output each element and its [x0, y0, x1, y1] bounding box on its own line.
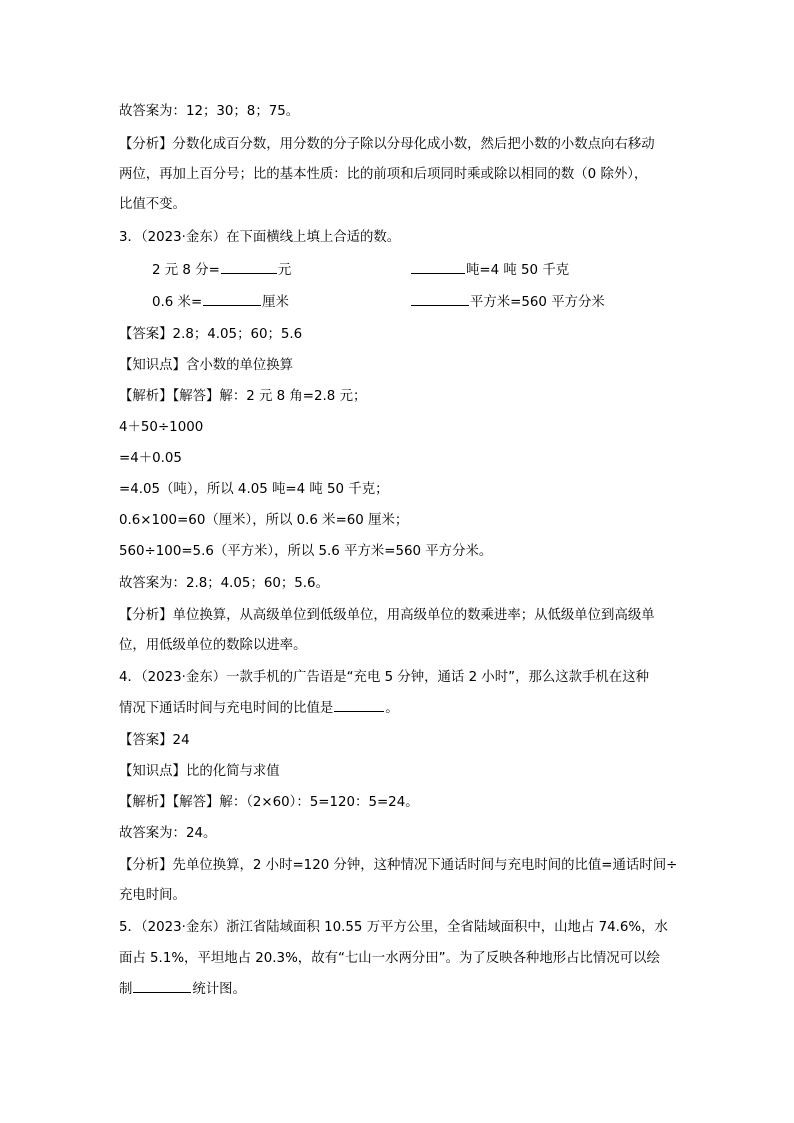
q3-item-a: [152, 262, 291, 280]
q3-answer: 【答案】2.8；4.05；60；5.6: [119, 327, 303, 342]
q3-solution-3: =4＋0.05: [119, 451, 182, 466]
analysis-line-2: 两位，再加上百分号；比的基本性质：比的前项和后项同时乘或除以相同的数（0 除外），: [119, 167, 648, 182]
answer-blank: [411, 272, 465, 274]
answer-blank: [411, 304, 469, 306]
q3a-suffix: 元: [277, 263, 292, 278]
q3-analysis-1: 【分析】单位换算，从高级单位到低级单位，用高级单位的数乘进率；从低级单位到高级单: [119, 608, 655, 623]
q5-prefix: 制: [119, 982, 133, 997]
answer-blank: [203, 304, 261, 306]
q3-item-b: [410, 262, 569, 280]
q3-solution-6: 560÷100=5.6（平方米），所以 5.6 平方米=560 平方分米。: [119, 544, 493, 559]
q3-solution-4: =4.05（吨），所以 4.05 吨=4 吨 50 千克；: [119, 482, 389, 497]
q4-end: 。: [385, 701, 399, 716]
q3-analysis-2: 位，用低级单位的数除以进率。: [119, 638, 307, 653]
q4-knowledge-point: 【知识点】比的化简与求值: [119, 764, 280, 779]
answer-line: 故答案为：12；30；8；75。: [119, 104, 300, 119]
q4-answer: 【答案】24: [119, 733, 190, 748]
q3-knowledge-point: 【知识点】含小数的单位换算: [119, 358, 294, 373]
q3-item-d: [410, 294, 605, 312]
answer-blank: [334, 710, 384, 712]
question-5-line-3: [119, 981, 246, 999]
q3c-prefix: 0.6 米=: [152, 295, 203, 310]
q3-item-c: [152, 294, 289, 312]
analysis-line-3: 比值不变。: [119, 197, 186, 212]
q3a-prefix: 2 元 8 分=: [152, 263, 220, 278]
q3-solution-2: 4＋50÷1000: [119, 420, 204, 435]
q5-suffix: 统计图。: [192, 982, 246, 997]
question-4-line-2: [119, 700, 399, 718]
question-5-line-1: 5．（2023·金东）浙江省陆域面积 10.55 万平方公里，全省陆域面积中，山地占 74.6%，水: [119, 920, 668, 935]
question-3-title: 3．（2023·金东）在下面横线上填上合适的数。: [119, 230, 401, 245]
analysis-line-1: 【分析】分数化成百分数，用分数的分子除以分母化成小数，然后把小数的小数点向右移动: [119, 137, 655, 152]
q3b-suffix: 吨=4 吨 50 千克: [466, 263, 570, 278]
q4-solution: 【解析】【解答】解：（2×60）：5=120：5=24。: [119, 795, 419, 810]
q4-analysis-2: 充电时间。: [119, 888, 186, 903]
q3c-suffix: 厘米: [262, 295, 289, 310]
q3d-suffix: 平方米=560 平方分米: [470, 295, 605, 310]
answer-blank: [221, 272, 277, 274]
q4-analysis-1: 【分析】先单位换算，2 小时=120 分钟，这种情况下通话时间与充电时间的比值=通话时间÷: [119, 858, 678, 873]
answer-blank: [133, 991, 191, 993]
question-4-line-1: 4．（2023·金东）一款手机的广告语是“充电 5 分钟，通话 2 小时”，那么这款手机在这种: [119, 670, 649, 685]
q3-solution-5: 0.6×100=60（厘米），所以 0.6 米=60 厘米；: [119, 513, 409, 528]
q3-solution-1: 【解析】【解答】解：2 元 8 角=2.8 元；: [119, 389, 367, 404]
question-5-line-2: 面占 5.1%，平坦地占 20.3%，故有“七山一水两分田”。为了反映各种地形占比情况可以绘: [119, 951, 660, 966]
q4-text: 情况下通话时间与充电时间的比值是: [119, 701, 334, 716]
q4-final-answer: 故答案为：24。: [119, 826, 217, 841]
q3-final-answer: 故答案为：2.8；4.05；60；5.6。: [119, 576, 329, 591]
